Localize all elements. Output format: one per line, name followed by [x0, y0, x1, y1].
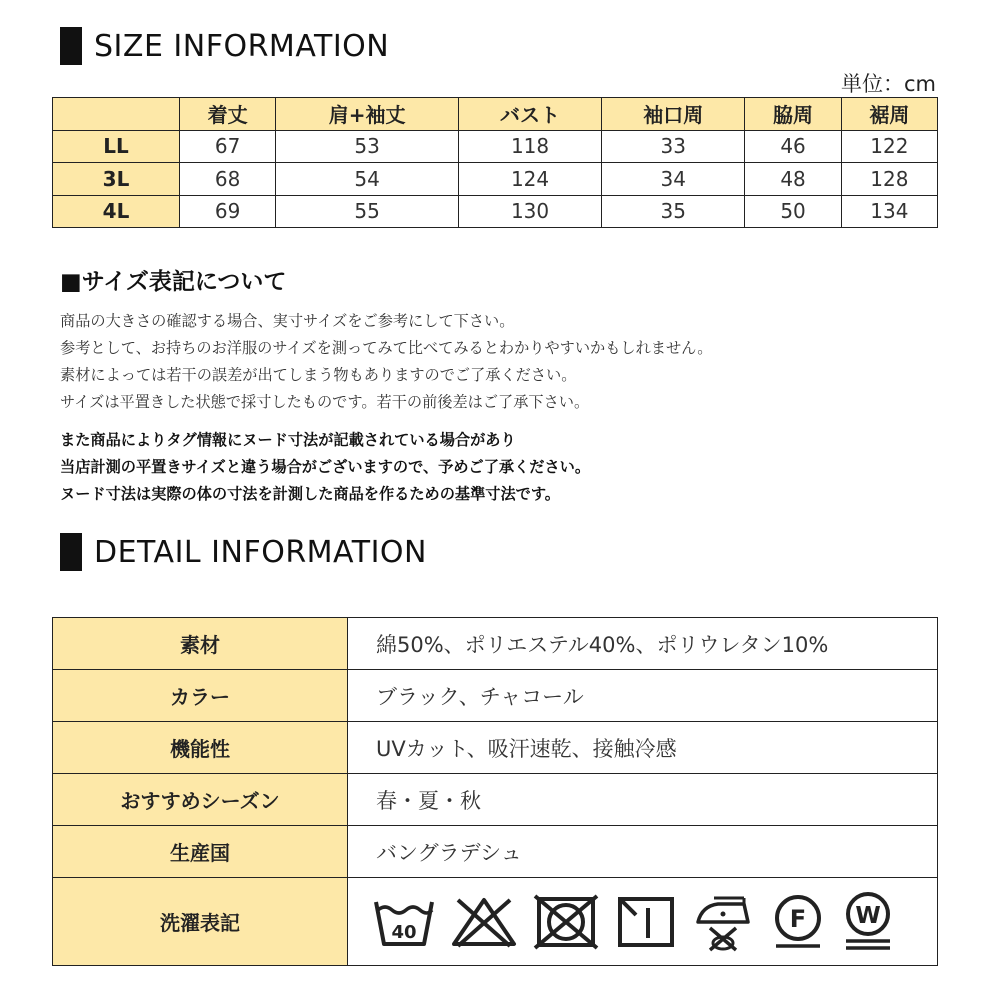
- size-table-corner: [53, 98, 180, 131]
- detail-table: [52, 617, 938, 966]
- col-header: バスト: [458, 98, 601, 131]
- table-cell: 128: [841, 163, 937, 196]
- table-cell: 118: [458, 130, 601, 163]
- detail-value: 春・夏・秋: [348, 774, 938, 826]
- table-row: [53, 722, 938, 774]
- table-cell: 46: [745, 130, 841, 163]
- detail-label: 機能性: [53, 722, 348, 774]
- drip-dry-shade-icon: [614, 894, 678, 950]
- size-section-heading: [60, 27, 389, 65]
- note-bold-line: ヌード寸法は実際の体の寸法を計測した商品を作るための基準寸法です。: [60, 485, 560, 503]
- table-row: [53, 195, 938, 228]
- detail-section-heading: [60, 533, 427, 571]
- table-cell: 48: [745, 163, 841, 196]
- size-notes: [60, 308, 712, 416]
- unit-label: 単位：cm: [840, 72, 936, 96]
- size-table-header: [53, 98, 938, 131]
- col-header: 脇周: [745, 98, 841, 131]
- note-line: 商品の大きさの確認する場合、実寸サイズをご参考にして下さい。: [60, 312, 515, 330]
- table-row: [53, 618, 938, 670]
- detail-value: UVカット、吸汗速乾、接触冷感: [348, 722, 938, 774]
- note-line: サイズは平置きした状態で採寸したものです。若干の前後差はご了承下さい。: [60, 393, 590, 411]
- note-bold-line: また商品によりタグ情報にヌード寸法が記載されている場合があり: [60, 431, 516, 449]
- col-header: 着丈: [180, 98, 276, 131]
- table-cell: 68: [180, 163, 276, 196]
- dry-clean-f-icon: [770, 892, 826, 952]
- heading-bar: [60, 27, 82, 65]
- col-header: 肩+袖丈: [276, 98, 459, 131]
- table-row: [53, 130, 938, 163]
- size-section-title: SIZE INFORMATION: [94, 28, 390, 64]
- table-cell: 124: [458, 163, 601, 196]
- detail-value: バングラデシュ: [348, 826, 938, 878]
- detail-label: カラー: [53, 670, 348, 722]
- table-row: [53, 878, 938, 966]
- table-row: [53, 670, 938, 722]
- wet-clean-letter: W: [855, 902, 881, 929]
- detail-section-title: DETAIL INFORMATION: [94, 534, 427, 570]
- col-header: 裾周: [841, 98, 937, 131]
- table-cell: 54: [276, 163, 459, 196]
- table-cell: 69: [180, 195, 276, 228]
- iron-low-icon: [692, 890, 756, 954]
- table-cell: 33: [602, 130, 745, 163]
- table-row: [53, 163, 938, 196]
- dry-clean-letter: F: [789, 904, 807, 933]
- care-icons: [372, 890, 937, 954]
- col-header: 袖口周: [602, 98, 745, 131]
- table-cell: 55: [276, 195, 459, 228]
- no-bleach-icon: [450, 894, 518, 950]
- detail-label: 洗濯表記: [53, 878, 348, 966]
- care-icons-cell: [348, 878, 938, 966]
- note-line: 参考として、お持ちのお洋服のサイズを測ってみて比べてみるとわかりやすいかもしれません。: [60, 339, 713, 357]
- table-cell: 53: [276, 130, 459, 163]
- detail-value: 綿50%、ポリエステル40%、ポリウレタン10%: [348, 618, 938, 670]
- table-cell: 122: [841, 130, 937, 163]
- detail-label: 生産国: [53, 826, 348, 878]
- row-size-label: 4L: [53, 195, 180, 228]
- no-tumble-dry-icon: [532, 894, 600, 950]
- table-cell: 134: [841, 195, 937, 228]
- detail-label: おすすめシーズン: [53, 774, 348, 826]
- size-notes-title: ■サイズ表記について: [60, 269, 287, 295]
- table-cell: 67: [180, 130, 276, 163]
- table-row: [53, 774, 938, 826]
- table-cell: 130: [458, 195, 601, 228]
- row-size-label: LL: [53, 130, 180, 163]
- wash-temp-text: 40: [391, 921, 417, 943]
- row-size-label: 3L: [53, 163, 180, 196]
- size-table: [52, 97, 938, 228]
- wash-40-icon: [372, 894, 436, 950]
- note-bold-line: 当店計測の平置きサイズと違う場合がございますので、予めご了承ください。: [60, 458, 591, 476]
- note-line: 素材によっては若干の誤差が出てしまう物もありますのでご了承ください。: [60, 366, 577, 384]
- table-cell: 34: [602, 163, 745, 196]
- detail-label: 素材: [53, 618, 348, 670]
- wet-clean-w-icon: [840, 890, 896, 954]
- heading-bar: [60, 533, 82, 571]
- size-notes-bold: [60, 427, 590, 508]
- table-row: [53, 826, 938, 878]
- table-cell: 50: [745, 195, 841, 228]
- detail-value: ブラック、チャコール: [348, 670, 938, 722]
- table-cell: 35: [602, 195, 745, 228]
